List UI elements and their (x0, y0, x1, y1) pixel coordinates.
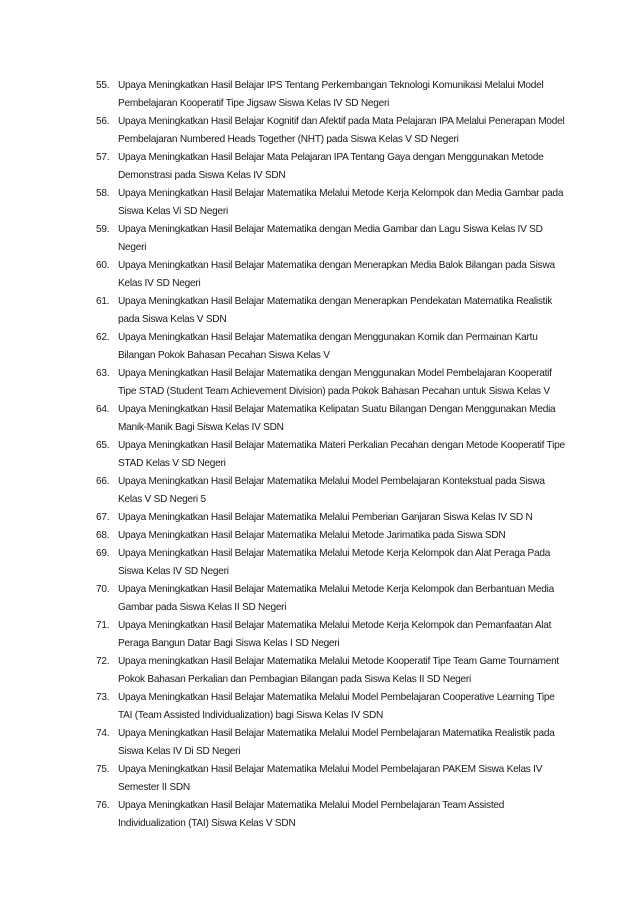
item-number: 67. (96, 512, 110, 523)
list-item (96, 581, 566, 617)
item-text: Upaya Meningkatkan Hasil Belajar Matematika dengan Menggunakan Komik dan Permainan Kartu Bilangan Pokok Bahasan Pecahan Siswa Kelas V (118, 332, 538, 361)
list-item (96, 509, 566, 527)
item-number: 63. (96, 368, 110, 379)
list-item (96, 473, 566, 509)
item-number: 60. (96, 260, 110, 271)
item-text: Upaya Meningkatkan Hasil Belajar Kognitif dan Afektif pada Mata Pelajaran IPA Melalui Penerapan Model Pembelajaran Numbered Heads Together (NHT) pada Siswa Kelas V SD Negeri (118, 116, 565, 145)
item-text: Upaya Meningkatkan Hasil Belajar IPS Tentang Perkembangan Teknologi Komunikasi Melalui Model Pembelajaran Kooperatif Tipe Jigsaw Siswa Kelas IV SD Negeri (118, 80, 544, 109)
item-text: Upaya Meningkatkan Hasil Belajar Matematika dengan Menggunakan Model Pembelajaran Kooperatif Tipe STAD (Student Team Achievement Division) pada Pokok Bahasan Pecahan untuk Siswa Kelas V (118, 368, 552, 397)
item-text: Upaya Meningkatkan Hasil Belajar Matematika Kelipatan Suatu Bilangan Dengan Menggunakan Media Manik-Manik Bagi Siswa Kelas IV SDN (118, 404, 556, 433)
list-item (96, 149, 566, 185)
item-number: 71. (96, 620, 110, 631)
list-item (96, 617, 566, 653)
list-item (96, 527, 566, 545)
list-item (96, 545, 566, 581)
item-text: Upaya Meningkatkan Hasil Belajar Matematika dengan Menerapkan Pendekatan Matematika Realistik pada Siswa Kelas V SDN (118, 296, 553, 325)
item-number: 72. (96, 656, 110, 667)
item-number: 65. (96, 440, 110, 451)
item-number: 58. (96, 188, 110, 199)
item-text: Upaya Meningkatkan Hasil Belajar Matematika dengan Media Gambar dan Lagu Siswa Kelas IV SD Negeri (118, 224, 543, 253)
item-number: 70. (96, 584, 110, 595)
item-number: 55. (96, 80, 110, 91)
title-list (96, 77, 566, 833)
item-text: Upaya Meningkatkan Hasil Belajar Matematika Melalui Metode Kerja Kelompok dan Media Gambar pada Siswa Kelas Vi SD Negeri (118, 188, 564, 217)
item-text: Upaya Meningkatkan Hasil Belajar Matematika Melalui Model Pembelajaran PAKEM Siswa Kelas IV Semester II SDN (118, 764, 543, 793)
item-number: 76. (96, 800, 110, 811)
item-text: Upaya Meningkatkan Hasil Belajar Matematika Melalui Metode Jarimatika pada Siswa SDN (118, 530, 506, 541)
item-text: Upaya Meningkatkan Hasil Belajar Matematika Materi Perkalian Pecahan dengan Metode Kooperatif Tipe STAD Kelas V SD Negeri (118, 440, 565, 469)
item-text: Upaya Meningkatkan Hasil Belajar Matematika Melalui Metode Kerja Kelompok dan Pemanfaatan Alat Peraga Bangun Datar Bagi Siswa Kelas I SD Negeri (118, 620, 552, 649)
item-number: 73. (96, 692, 110, 703)
list-item (96, 437, 566, 473)
list-item (96, 221, 566, 257)
item-number: 74. (96, 728, 110, 739)
item-text: Upaya Meningkatkan Hasil Belajar Matematika Melalui Pemberian Ganjaran Siswa Kelas IV SD N (118, 512, 533, 523)
list-item (96, 113, 566, 149)
item-number: 62. (96, 332, 110, 343)
list-item (96, 689, 566, 725)
list-item (96, 257, 566, 293)
item-number: 61. (96, 296, 110, 307)
list-item (96, 329, 566, 365)
item-text: Upaya meningkatkan Hasil Belajar Matematika Melalui Metode Kooperatif Tipe Team Game Tournament Pokok Bahasan Perkalian dan Pembagian Bilangan pada Siswa Kelas II SD Negeri (118, 656, 559, 685)
list-item (96, 293, 566, 329)
list-item (96, 761, 566, 797)
item-number: 64. (96, 404, 110, 415)
list-item (96, 653, 566, 689)
item-text: Upaya Meningkatkan Hasil Belajar Matematika dengan Menerapkan Media Balok Bilangan pada Siswa Kelas IV SD Negeri (118, 260, 555, 289)
item-text: Upaya Meningkatkan Hasil Belajar Mata Pelajaran IPA Tentang Gaya dengan Menggunakan Metode Demonstrasi pada Siswa Kelas IV SDN (118, 152, 544, 181)
list-item (96, 185, 566, 221)
item-number: 56. (96, 116, 110, 127)
list-item (96, 725, 566, 761)
item-number: 69. (96, 548, 110, 559)
list-item (96, 77, 566, 113)
item-text: Upaya Meningkatkan Hasil Belajar Matematika Melalui Model Pembelajaran Cooperative Learning Tipe TAI (Team Assisted Individualization) bagi Siswa Kelas IV SDN (118, 692, 555, 721)
item-number: 68. (96, 530, 110, 541)
item-number: 66. (96, 476, 110, 487)
item-text: Upaya Meningkatkan Hasil Belajar Matematika Melalui Metode Kerja Kelompok dan Alat Peraga Pada Siswa Kelas IV SD Negeri (118, 548, 551, 577)
item-number: 59. (96, 224, 110, 235)
item-text: Upaya Meningkatkan Hasil Belajar Matematika Melalui Metode Kerja Kelompok dan Berbantuan Media Gambar pada Siswa Kelas II SD Negeri (118, 584, 555, 613)
item-text: Upaya Meningkatkan Hasil Belajar Matematika Melalui Model Pembelajaran Team Assisted Individualization (TAI) Siswa Kelas V SDN (118, 800, 505, 829)
item-number: 57. (96, 152, 110, 163)
item-number: 75. (96, 764, 110, 775)
list-item (96, 365, 566, 401)
item-text: Upaya Meningkatkan Hasil Belajar Matematika Melalui Model Pembelajaran Matematika Realistik pada Siswa Kelas IV Di SD Negeri (118, 728, 555, 757)
list-item (96, 401, 566, 437)
item-text: Upaya Meningkatkan Hasil Belajar Matematika Melalui Model Pembelajaran Kontekstual pada Siswa Kelas V SD Negeri 5 (118, 476, 545, 505)
list-item (96, 797, 566, 833)
